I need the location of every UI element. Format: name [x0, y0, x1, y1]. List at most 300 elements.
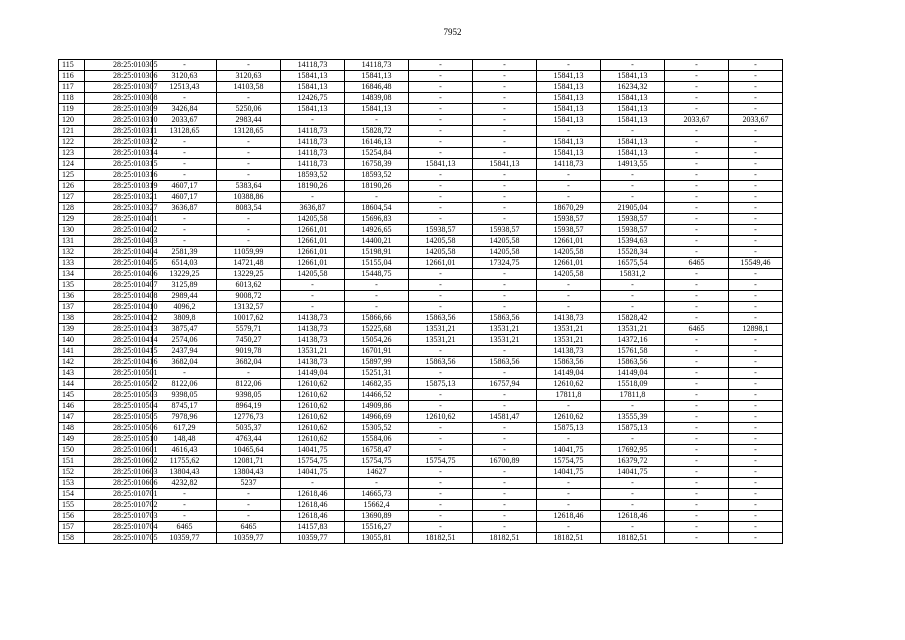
value-cell: 15516,27 — [345, 522, 409, 533]
value-cell: - — [409, 368, 473, 379]
value-cell: - — [665, 269, 729, 280]
value-cell: 14138,73 — [537, 313, 601, 324]
value-cell: 5250,06 — [217, 104, 281, 115]
cadastral-number-cell: 28:25:010315 — [85, 159, 153, 170]
value-cell: 15841,13 — [537, 148, 601, 159]
cadastral-number-cell: 28:25:010504 — [85, 401, 153, 412]
value-cell: 15155,04 — [345, 258, 409, 269]
cadastral-number-cell: 28:25:010404 — [85, 247, 153, 258]
value-cell: - — [217, 511, 281, 522]
value-cell: - — [665, 390, 729, 401]
value-cell: - — [729, 104, 783, 115]
value-cell: - — [473, 423, 537, 434]
row-number-cell: 123 — [59, 148, 85, 159]
value-cell: 14118,73 — [281, 148, 345, 159]
row-number-cell: 115 — [59, 60, 85, 71]
value-cell: 7450,27 — [217, 335, 281, 346]
value-cell: - — [217, 159, 281, 170]
value-cell: - — [473, 170, 537, 181]
value-cell: 15754,75 — [409, 456, 473, 467]
cadastral-number-cell: 28:25:010407 — [85, 280, 153, 291]
value-cell: - — [409, 511, 473, 522]
row-number-cell: 130 — [59, 225, 85, 236]
value-cell: - — [473, 522, 537, 533]
value-cell: 15863,56 — [601, 357, 665, 368]
value-cell: - — [665, 302, 729, 313]
value-cell: 18593,52 — [345, 170, 409, 181]
value-cell: 18182,51 — [537, 533, 601, 544]
value-cell: - — [665, 313, 729, 324]
value-cell: - — [217, 170, 281, 181]
cadastral-number-cell: 28:25:010505 — [85, 412, 153, 423]
value-cell: 15841,13 — [537, 82, 601, 93]
value-cell: - — [153, 214, 217, 225]
value-cell: 8964,19 — [217, 401, 281, 412]
row-number-cell: 147 — [59, 412, 85, 423]
table-row — [59, 159, 783, 170]
value-cell: - — [601, 434, 665, 445]
value-cell: - — [729, 280, 783, 291]
cadastral-number-cell: 28:25:010312 — [85, 137, 153, 148]
table-row — [59, 489, 783, 500]
value-cell: 14138,73 — [281, 335, 345, 346]
value-cell: 13531,21 — [409, 335, 473, 346]
value-cell: 13132,57 — [217, 302, 281, 313]
row-number-cell: 143 — [59, 368, 85, 379]
value-cell: 12610,62 — [281, 379, 345, 390]
value-cell: - — [729, 467, 783, 478]
value-cell: 15938,57 — [601, 225, 665, 236]
row-number-cell: 132 — [59, 247, 85, 258]
table-row — [59, 401, 783, 412]
value-cell: 8745,17 — [153, 401, 217, 412]
value-cell: 4607,17 — [153, 192, 217, 203]
value-cell: 14118,73 — [281, 137, 345, 148]
value-cell: - — [473, 280, 537, 291]
value-cell: 15841,13 — [601, 115, 665, 126]
value-cell: - — [729, 423, 783, 434]
value-cell: 15394,63 — [601, 236, 665, 247]
value-cell: - — [729, 500, 783, 511]
value-cell: - — [409, 302, 473, 313]
value-cell: - — [729, 390, 783, 401]
value-cell: - — [153, 511, 217, 522]
value-cell: 12610,62 — [537, 379, 601, 390]
cadastral-number-cell: 28:25:010415 — [85, 346, 153, 357]
value-cell: - — [409, 500, 473, 511]
value-cell: - — [729, 170, 783, 181]
value-cell: - — [217, 489, 281, 500]
value-cell: - — [729, 302, 783, 313]
value-cell: 16758,39 — [345, 159, 409, 170]
value-cell: 15841,13 — [601, 71, 665, 82]
value-cell: 17811,8 — [537, 390, 601, 401]
value-cell: 14041,75 — [537, 445, 601, 456]
value-cell: 15841,13 — [473, 159, 537, 170]
value-cell: 14149,04 — [601, 368, 665, 379]
value-cell: 14627 — [345, 467, 409, 478]
value-cell: 9008,72 — [217, 291, 281, 302]
value-cell: - — [665, 214, 729, 225]
value-cell: - — [665, 335, 729, 346]
value-cell: - — [473, 104, 537, 115]
value-cell: 15841,13 — [601, 148, 665, 159]
table-row — [59, 126, 783, 137]
value-cell: 13128,65 — [153, 126, 217, 137]
value-cell: - — [217, 225, 281, 236]
value-cell: 15528,34 — [601, 247, 665, 258]
value-cell: - — [217, 500, 281, 511]
value-cell: 12898,1 — [729, 324, 783, 335]
value-cell: 15054,26 — [345, 335, 409, 346]
value-cell: - — [473, 181, 537, 192]
value-cell: - — [729, 412, 783, 423]
value-cell: - — [729, 71, 783, 82]
cadastral-number-cell: 28:25:010705 — [85, 533, 153, 544]
value-cell: 13804,43 — [153, 467, 217, 478]
value-cell: 5579,71 — [217, 324, 281, 335]
value-cell: 3120,63 — [153, 71, 217, 82]
table-row — [59, 93, 783, 104]
value-cell: - — [153, 236, 217, 247]
value-cell: 16758,47 — [345, 445, 409, 456]
value-cell: - — [281, 478, 345, 489]
row-number-cell: 122 — [59, 137, 85, 148]
table-row — [59, 258, 783, 269]
value-cell: 14138,73 — [281, 313, 345, 324]
value-cell: - — [217, 148, 281, 159]
value-cell: 15841,13 — [281, 71, 345, 82]
cadastral-number-cell: 28:25:010307 — [85, 82, 153, 93]
value-cell: - — [601, 170, 665, 181]
value-cell: - — [409, 137, 473, 148]
value-cell: - — [665, 181, 729, 192]
value-cell: 12618,46 — [601, 511, 665, 522]
value-cell: - — [473, 71, 537, 82]
value-cell: - — [537, 126, 601, 137]
value-cell: - — [473, 500, 537, 511]
cadastral-number-cell: 28:25:010704 — [85, 522, 153, 533]
value-cell: 15841,13 — [537, 137, 601, 148]
value-cell: - — [345, 115, 409, 126]
cadastral-number-cell: 28:25:010309 — [85, 104, 153, 115]
value-cell: 18593,52 — [281, 170, 345, 181]
row-number-cell: 128 — [59, 203, 85, 214]
cadastral-number-cell: 28:25:010510 — [85, 434, 153, 445]
value-cell: 14041,75 — [281, 467, 345, 478]
table-row — [59, 214, 783, 225]
cadastral-number-cell: 28:25:010401 — [85, 214, 153, 225]
table-row — [59, 335, 783, 346]
value-cell: 12661,01 — [281, 225, 345, 236]
value-cell: 16146,13 — [345, 137, 409, 148]
value-cell: - — [665, 82, 729, 93]
value-cell: - — [665, 137, 729, 148]
value-cell: - — [601, 126, 665, 137]
value-cell: - — [601, 181, 665, 192]
value-cell: 13531,21 — [601, 324, 665, 335]
table-body — [59, 60, 783, 544]
table-row — [59, 225, 783, 236]
value-cell: - — [409, 82, 473, 93]
value-cell: - — [601, 291, 665, 302]
table-row — [59, 324, 783, 335]
table-row — [59, 60, 783, 71]
table-row — [59, 379, 783, 390]
cadastral-number-cell: 28:25:010601 — [85, 445, 153, 456]
cadastral-number-cell: 28:25:010403 — [85, 236, 153, 247]
value-cell: 12618,46 — [281, 500, 345, 511]
row-number-cell: 127 — [59, 192, 85, 203]
value-cell: 4232,82 — [153, 478, 217, 489]
value-cell: - — [601, 302, 665, 313]
value-cell: 2033,67 — [153, 115, 217, 126]
table-row — [59, 170, 783, 181]
cadastral-number-cell: 28:25:010327 — [85, 203, 153, 214]
value-cell: - — [665, 346, 729, 357]
cadastral-number-cell: 28:25:010311 — [85, 126, 153, 137]
value-cell: - — [729, 60, 783, 71]
value-cell: 8122,06 — [217, 379, 281, 390]
value-cell: 8122,06 — [153, 379, 217, 390]
cadastral-number-cell: 28:25:010310 — [85, 115, 153, 126]
value-cell: 2983,44 — [217, 115, 281, 126]
row-number-cell: 117 — [59, 82, 85, 93]
value-cell: 6465 — [665, 258, 729, 269]
value-cell: - — [473, 467, 537, 478]
row-number-cell: 124 — [59, 159, 85, 170]
row-number-cell: 131 — [59, 236, 85, 247]
value-cell: 14041,75 — [601, 467, 665, 478]
value-cell: 15938,57 — [537, 214, 601, 225]
value-cell: 15938,57 — [537, 225, 601, 236]
value-cell: - — [601, 478, 665, 489]
value-cell: 17692,95 — [601, 445, 665, 456]
cadastral-number-cell: 28:25:010316 — [85, 170, 153, 181]
value-cell: - — [665, 225, 729, 236]
value-cell: 15863,56 — [473, 357, 537, 368]
table-row — [59, 236, 783, 247]
value-cell: 12513,43 — [153, 82, 217, 93]
value-cell: 14721,48 — [217, 258, 281, 269]
value-cell: 5383,64 — [217, 181, 281, 192]
row-number-cell: 116 — [59, 71, 85, 82]
value-cell: 14149,04 — [281, 368, 345, 379]
value-cell: - — [665, 126, 729, 137]
cadastral-number-cell: 28:25:010314 — [85, 148, 153, 159]
value-cell: 13229,25 — [153, 269, 217, 280]
value-cell: 11059,99 — [217, 247, 281, 258]
value-cell: 17811,8 — [601, 390, 665, 401]
value-cell: 14157,83 — [281, 522, 345, 533]
value-cell: - — [409, 401, 473, 412]
value-cell: 15841,13 — [601, 104, 665, 115]
value-cell: 3809,8 — [153, 313, 217, 324]
value-cell: - — [665, 467, 729, 478]
cadastral-number-cell: 28:25:010506 — [85, 423, 153, 434]
cadastral-number-cell: 28:25:010606 — [85, 478, 153, 489]
row-number-cell: 148 — [59, 423, 85, 434]
value-cell: 13804,43 — [217, 467, 281, 478]
value-cell: 16234,32 — [601, 82, 665, 93]
value-cell: 617,29 — [153, 423, 217, 434]
table-row — [59, 390, 783, 401]
value-cell: 14118,73 — [281, 126, 345, 137]
table-row — [59, 434, 783, 445]
value-cell: - — [217, 60, 281, 71]
value-cell: - — [729, 489, 783, 500]
table-row — [59, 291, 783, 302]
value-cell: - — [473, 368, 537, 379]
table-row — [59, 423, 783, 434]
value-cell: - — [537, 170, 601, 181]
value-cell: 16701,91 — [345, 346, 409, 357]
cadastral-number-cell: 28:25:010702 — [85, 500, 153, 511]
value-cell: 14205,58 — [281, 214, 345, 225]
value-cell: - — [281, 115, 345, 126]
value-cell: - — [153, 368, 217, 379]
value-cell: - — [537, 522, 601, 533]
row-number-cell: 156 — [59, 511, 85, 522]
value-cell: 12081,71 — [217, 456, 281, 467]
value-cell: 13531,21 — [281, 346, 345, 357]
value-cell: - — [665, 456, 729, 467]
value-cell: 3636,87 — [153, 203, 217, 214]
value-cell: - — [665, 423, 729, 434]
value-cell: - — [729, 522, 783, 533]
value-cell: - — [473, 511, 537, 522]
value-cell: 14138,73 — [281, 324, 345, 335]
value-cell: 13229,25 — [217, 269, 281, 280]
value-cell: 6514,03 — [153, 258, 217, 269]
value-cell: - — [409, 467, 473, 478]
value-cell: 15863,56 — [409, 313, 473, 324]
value-cell: - — [729, 511, 783, 522]
value-cell: - — [473, 60, 537, 71]
value-cell: 14138,73 — [537, 346, 601, 357]
value-cell: - — [409, 291, 473, 302]
cadastral-number-cell: 28:25:010402 — [85, 225, 153, 236]
value-cell: - — [665, 434, 729, 445]
value-cell: - — [729, 214, 783, 225]
value-cell: - — [729, 82, 783, 93]
value-cell: 13531,21 — [537, 324, 601, 335]
value-cell: 13128,65 — [217, 126, 281, 137]
value-cell: - — [601, 500, 665, 511]
value-cell: - — [601, 401, 665, 412]
value-cell: - — [409, 390, 473, 401]
value-cell: - — [473, 148, 537, 159]
value-cell: 4616,43 — [153, 445, 217, 456]
value-cell: - — [729, 456, 783, 467]
value-cell: 12610,62 — [281, 401, 345, 412]
value-cell: - — [601, 280, 665, 291]
value-cell: 15754,75 — [345, 456, 409, 467]
value-cell: - — [729, 159, 783, 170]
cadastral-number-cell: 28:25:010502 — [85, 379, 153, 390]
value-cell: 12426,75 — [281, 93, 345, 104]
value-cell: - — [473, 291, 537, 302]
value-cell: 15754,75 — [281, 456, 345, 467]
value-cell: 8083,54 — [217, 203, 281, 214]
row-number-cell: 125 — [59, 170, 85, 181]
value-cell: 2437,94 — [153, 346, 217, 357]
value-cell: 15897,99 — [345, 357, 409, 368]
value-cell: - — [729, 236, 783, 247]
value-cell: - — [217, 137, 281, 148]
cadastral-number-cell: 28:25:010501 — [85, 368, 153, 379]
value-cell: 14149,04 — [537, 368, 601, 379]
value-cell: - — [217, 93, 281, 104]
value-cell: - — [665, 522, 729, 533]
value-cell: - — [409, 192, 473, 203]
value-cell: 12610,62 — [281, 434, 345, 445]
value-cell: 18190,26 — [345, 181, 409, 192]
cadastral-number-cell: 28:25:010321 — [85, 192, 153, 203]
value-cell: - — [665, 379, 729, 390]
value-cell: 7978,96 — [153, 412, 217, 423]
value-cell: - — [665, 412, 729, 423]
value-cell: 14466,52 — [345, 390, 409, 401]
value-cell: 6013,62 — [217, 280, 281, 291]
value-cell: - — [473, 401, 537, 412]
value-cell: 15841,13 — [537, 115, 601, 126]
value-cell: - — [409, 346, 473, 357]
value-cell: 15863,56 — [409, 357, 473, 368]
value-cell: 10359,77 — [217, 533, 281, 544]
value-cell: 14041,75 — [281, 445, 345, 456]
value-cell: 15841,13 — [281, 82, 345, 93]
row-number-cell: 139 — [59, 324, 85, 335]
value-cell: - — [409, 170, 473, 181]
value-cell: 17324,75 — [473, 258, 537, 269]
value-cell: - — [153, 170, 217, 181]
table-row — [59, 368, 783, 379]
table-row — [59, 346, 783, 357]
value-cell: 11755,62 — [153, 456, 217, 467]
value-cell: - — [537, 489, 601, 500]
value-cell: 15938,57 — [601, 214, 665, 225]
value-cell: - — [473, 126, 537, 137]
data-table — [58, 59, 783, 544]
table-row — [59, 522, 783, 533]
value-cell: 15305,52 — [345, 423, 409, 434]
value-cell: - — [153, 148, 217, 159]
value-cell: - — [409, 115, 473, 126]
table-row — [59, 280, 783, 291]
table-row — [59, 181, 783, 192]
row-number-cell: 145 — [59, 390, 85, 401]
value-cell: - — [409, 126, 473, 137]
table-row — [59, 269, 783, 280]
value-cell: - — [665, 445, 729, 456]
value-cell: - — [537, 280, 601, 291]
row-number-cell: 119 — [59, 104, 85, 115]
row-number-cell: 120 — [59, 115, 85, 126]
value-cell: 12618,46 — [281, 511, 345, 522]
value-cell: 15841,13 — [345, 71, 409, 82]
value-cell: 12661,01 — [281, 258, 345, 269]
value-cell: - — [729, 401, 783, 412]
value-cell: - — [665, 280, 729, 291]
value-cell: 2033,67 — [665, 115, 729, 126]
row-number-cell: 129 — [59, 214, 85, 225]
value-cell: - — [729, 148, 783, 159]
value-cell: 12661,01 — [281, 236, 345, 247]
value-cell: - — [729, 93, 783, 104]
value-cell: 9398,05 — [153, 390, 217, 401]
value-cell: - — [473, 478, 537, 489]
